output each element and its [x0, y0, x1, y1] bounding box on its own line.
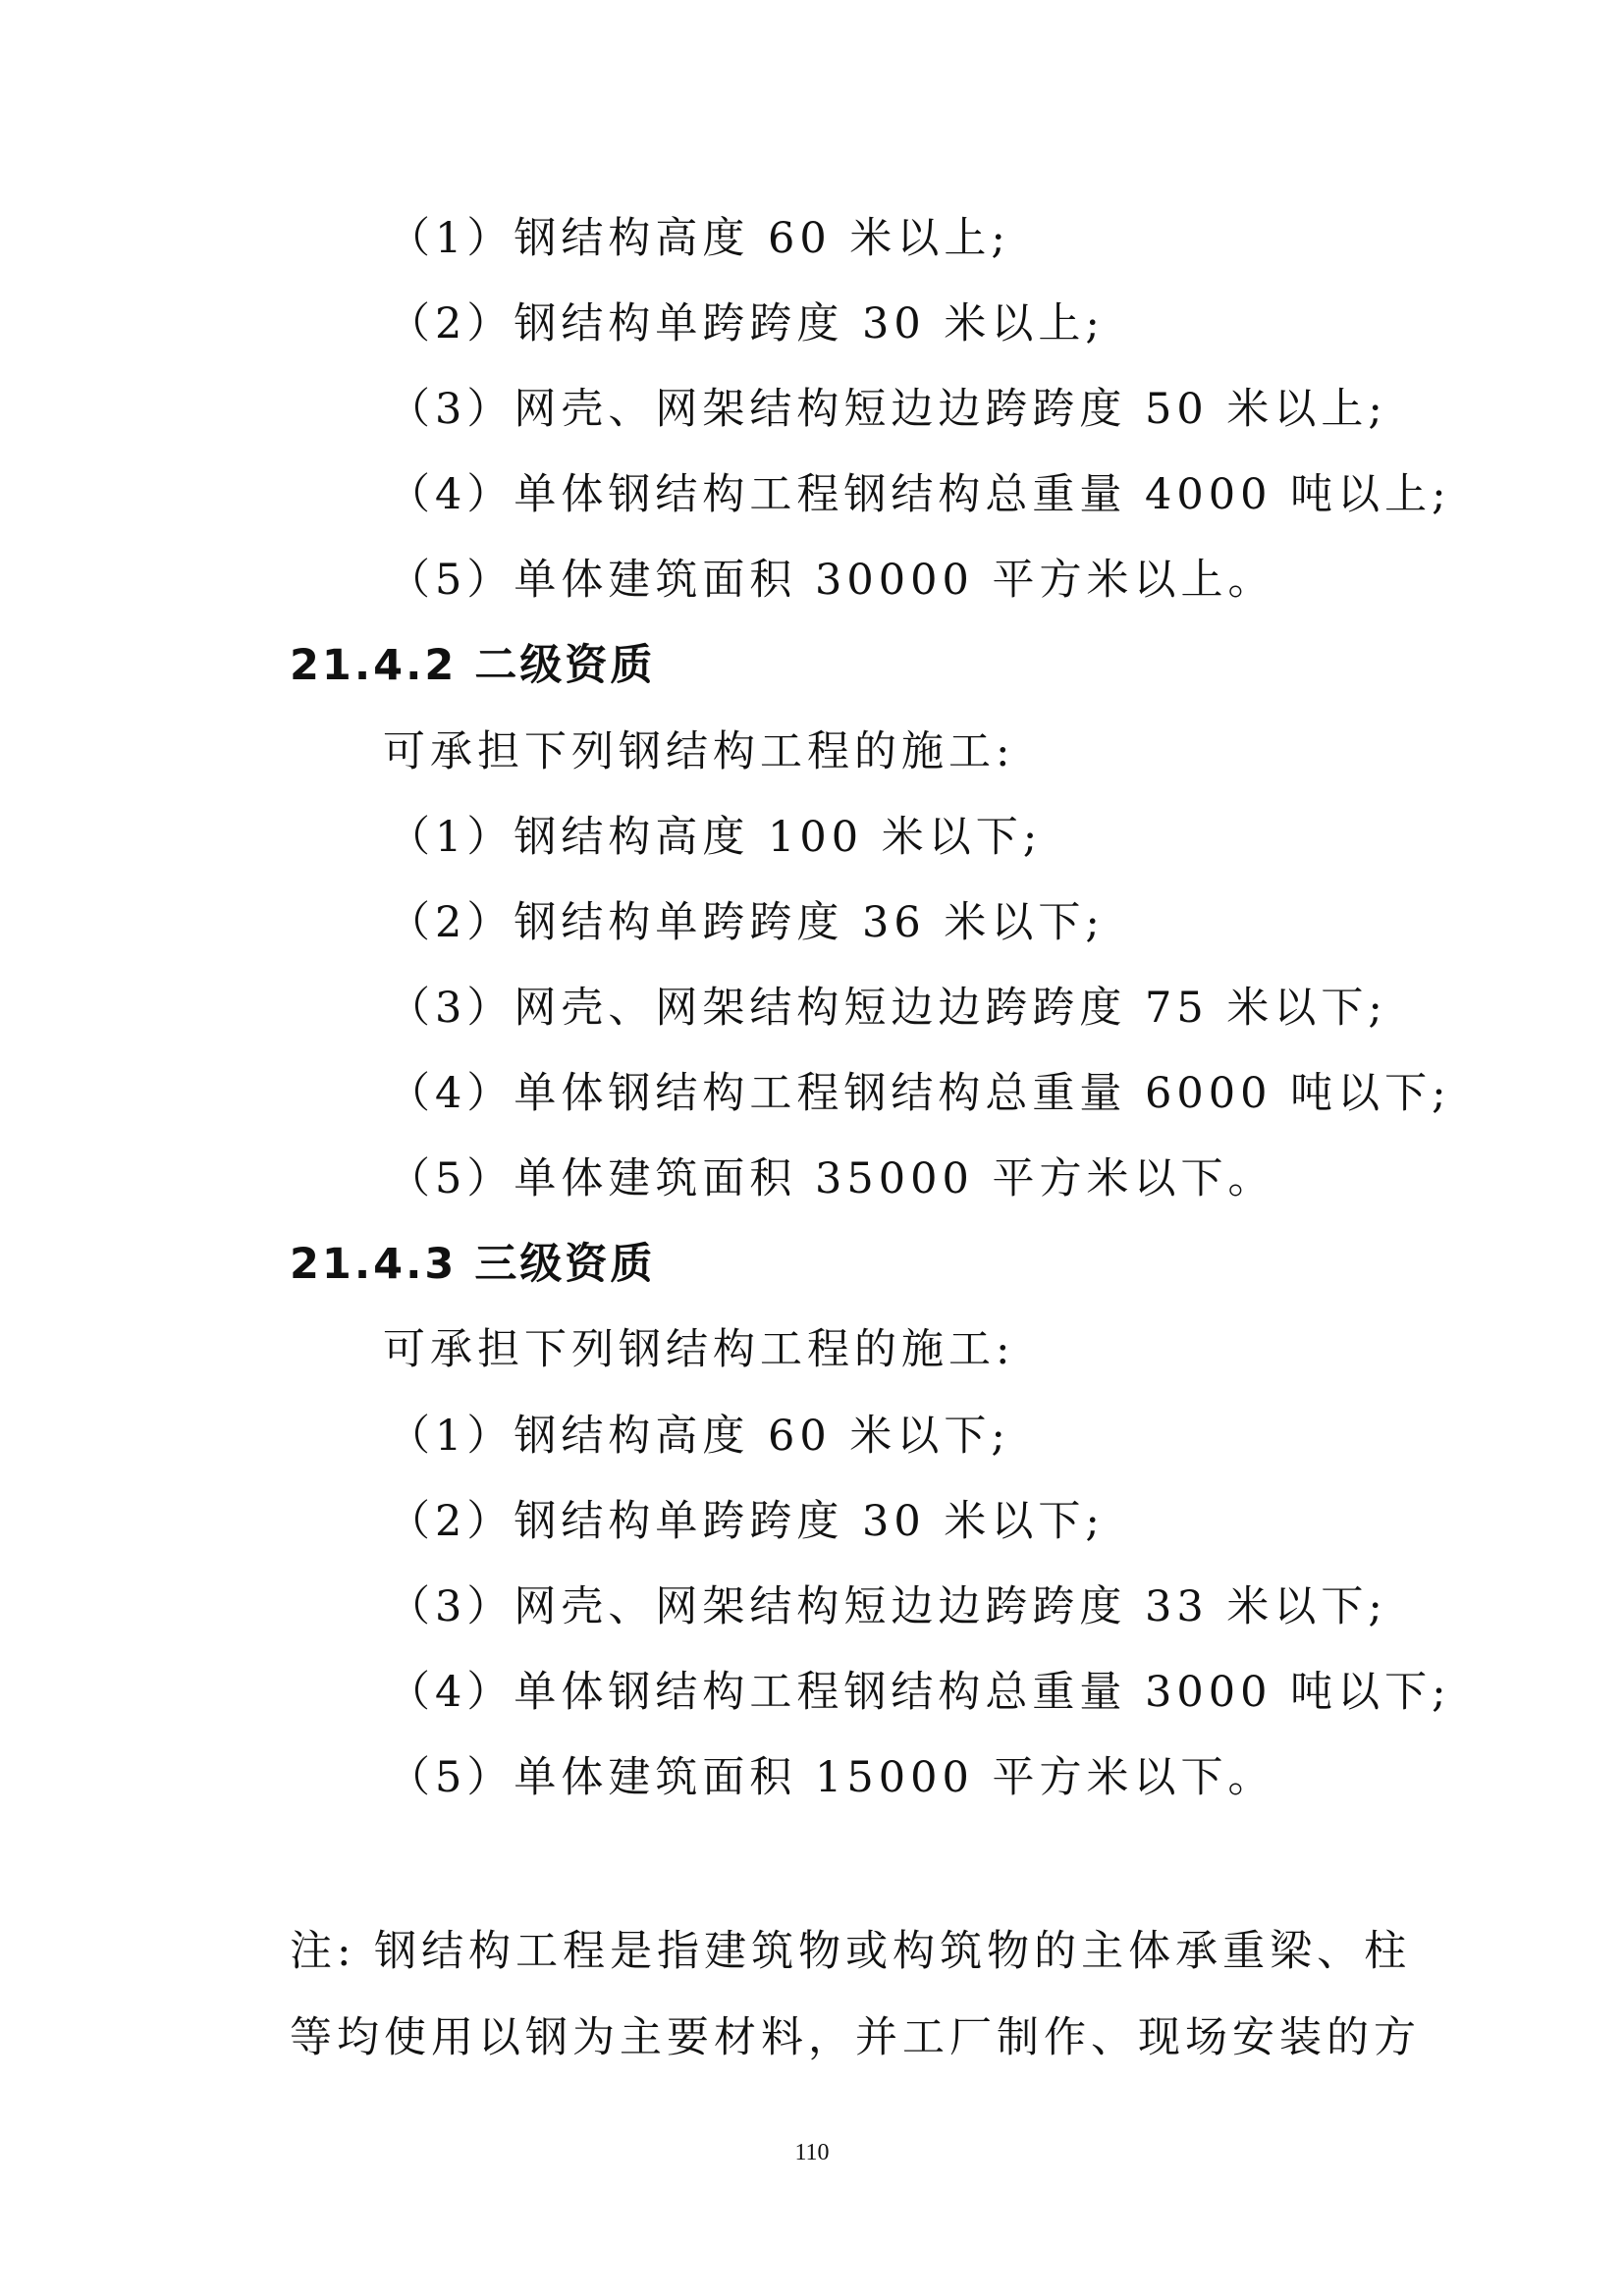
list-item: （2）钢结构单跨跨度 36 米以下;	[388, 898, 1105, 947]
list-item: （1）钢结构高度 60 米以下;	[388, 1412, 1010, 1461]
list-item: （4）单体钢结构工程钢结构总重量 3000 吨以下;	[388, 1668, 1451, 1717]
section-heading: 21.4.3 三级资质	[290, 1240, 656, 1289]
list-item: （5）单体建筑面积 35000 平方米以下。	[388, 1154, 1275, 1203]
section-intro: 可承担下列钢结构工程的施工:	[383, 727, 1015, 776]
list-item: （2）钢结构单跨跨度 30 米以下;	[388, 1497, 1105, 1546]
list-item: （3）网壳、网架结构短边边跨跨度 33 米以下;	[388, 1582, 1387, 1631]
list-item: （4）单体钢结构工程钢结构总重量 4000 吨以上;	[388, 470, 1451, 519]
list-item: （5）单体建筑面积 30000 平方米以上。	[388, 556, 1275, 605]
list-item: （5）单体建筑面积 15000 平方米以下。	[388, 1753, 1275, 1802]
section-heading: 21.4.2 二级资质	[290, 641, 656, 690]
list-item: （3）网壳、网架结构短边边跨跨度 50 米以上;	[388, 385, 1387, 434]
list-item: （1）钢结构高度 60 米以上;	[388, 214, 1010, 263]
page-number: 110	[794, 2140, 830, 2165]
note-line: 等均使用以钢为主要材料，并工厂制作、现场安装的方	[290, 2013, 1421, 2062]
list-item: （4）单体钢结构工程钢结构总重量 6000 吨以下;	[388, 1069, 1451, 1118]
list-item: （1）钢结构高度 100 米以下;	[388, 813, 1043, 862]
list-item: （2）钢结构单跨跨度 30 米以上;	[388, 299, 1105, 348]
note-line: 注: 钢结构工程是指建筑物或构筑物的主体承重梁、柱	[290, 1927, 1412, 1976]
list-item: （3）网壳、网架结构短边边跨跨度 75 米以下;	[388, 984, 1387, 1033]
section-intro: 可承担下列钢结构工程的施工:	[383, 1325, 1015, 1374]
